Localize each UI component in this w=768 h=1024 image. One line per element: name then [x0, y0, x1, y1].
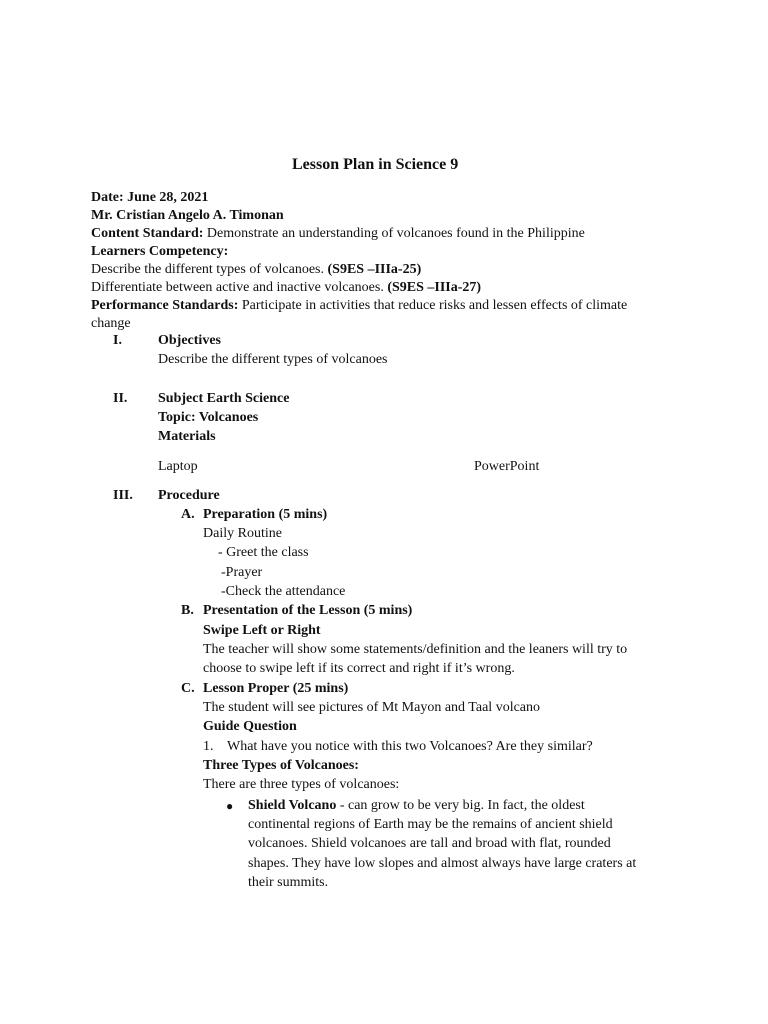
competency-2-code: (S9ES –IIIa-27) [387, 280, 482, 295]
page-title: Lesson Plan in Science 9 [292, 156, 459, 173]
sub-a-line3: -Prayer [221, 565, 263, 580]
sub-c-letter: C. [181, 681, 195, 696]
material-powerpoint: PowerPoint [474, 459, 540, 474]
question-text: What have you notice with this two Volcanoes? Are they similar? [227, 739, 593, 754]
section-2-number: II. [113, 391, 128, 406]
shield-label: Shield Volcano [248, 798, 337, 813]
section-3-heading: Procedure [158, 488, 220, 503]
types-intro: There are three types of volcanoes: [203, 777, 400, 792]
sub-b-letter: B. [181, 603, 194, 618]
section-1-heading: Objectives [158, 333, 221, 348]
sub-a-line4: -Check the attendance [221, 584, 346, 599]
sub-b-line2: choose to swipe left if its correct and right if it’s wrong. [203, 661, 515, 676]
competency-2 [91, 279, 481, 297]
performance-text: Participate in activities that reduce risks and lessen effects of climate [238, 298, 628, 313]
performance-label: Performance Standards: [91, 298, 239, 313]
sub-b-heading: Presentation of the Lesson (5 mins) [203, 603, 413, 618]
competency-1 [91, 261, 421, 279]
section-2-materials: Materials [158, 429, 216, 444]
shield-line2: continental regions of Earth may be the remains of ancient shield [248, 817, 613, 832]
shield-line5: their summits. [248, 875, 329, 890]
shield-line1-text: - can grow to be very big. In fact, the oldest [336, 798, 585, 813]
date-line: Date: June 28, 2021 [91, 190, 209, 205]
types-heading: Three Types of Volcanoes: [203, 758, 359, 773]
section-2-subject: Subject Earth Science [158, 391, 290, 406]
bullet-icon: ● [226, 799, 234, 813]
sub-c-line1: The student will see pictures of Mt Mayon and Taal volcano [203, 700, 541, 715]
performance-standard [91, 297, 627, 315]
sub-a-line2: - Greet the class [218, 545, 309, 560]
performance-text-cont: change [91, 316, 131, 331]
section-3-number: III. [113, 488, 133, 503]
sub-c-heading: Lesson Proper (25 mins) [203, 681, 349, 696]
competency-1-text: Describe the different types of volcanoes. [91, 262, 328, 277]
sub-b-line1: The teacher will show some statements/definition and the leaners will try to [203, 642, 628, 657]
sub-b-subheading: Swipe Left or Right [203, 623, 321, 638]
competency-2-text: Differentiate between active and inactive volcanoes. [91, 280, 388, 295]
section-1-text: Describe the different types of volcanoes [158, 352, 388, 367]
section-1-number: I. [113, 333, 122, 348]
shield-line4: shapes. They have low slopes and almost always have large craters at [248, 856, 637, 871]
sub-a-letter: A. [181, 507, 195, 522]
guide-question-heading: Guide Question [203, 719, 297, 734]
content-standard-text: Demonstrate an understanding of volcanoes found in the Philippine [203, 226, 585, 241]
material-laptop: Laptop [158, 459, 198, 474]
content-standard [91, 225, 585, 243]
content-standard-label: Content Standard: [91, 226, 204, 241]
competency-1-code: (S9ES –IIIa-25) [327, 262, 422, 277]
sub-a-line1: Daily Routine [203, 526, 282, 541]
competency-label: Learners Competency: [91, 244, 229, 259]
question-number: 1. [203, 739, 214, 754]
sub-a-heading: Preparation (5 mins) [203, 507, 328, 522]
section-2-topic: Topic: Volcanoes [158, 410, 259, 425]
teacher-name: Mr. Cristian Angelo A. Timonan [91, 208, 284, 223]
shield-line1 [248, 797, 585, 815]
shield-line3: volcanoes. Shield volcanoes are tall and broad with flat, rounded [248, 836, 611, 851]
